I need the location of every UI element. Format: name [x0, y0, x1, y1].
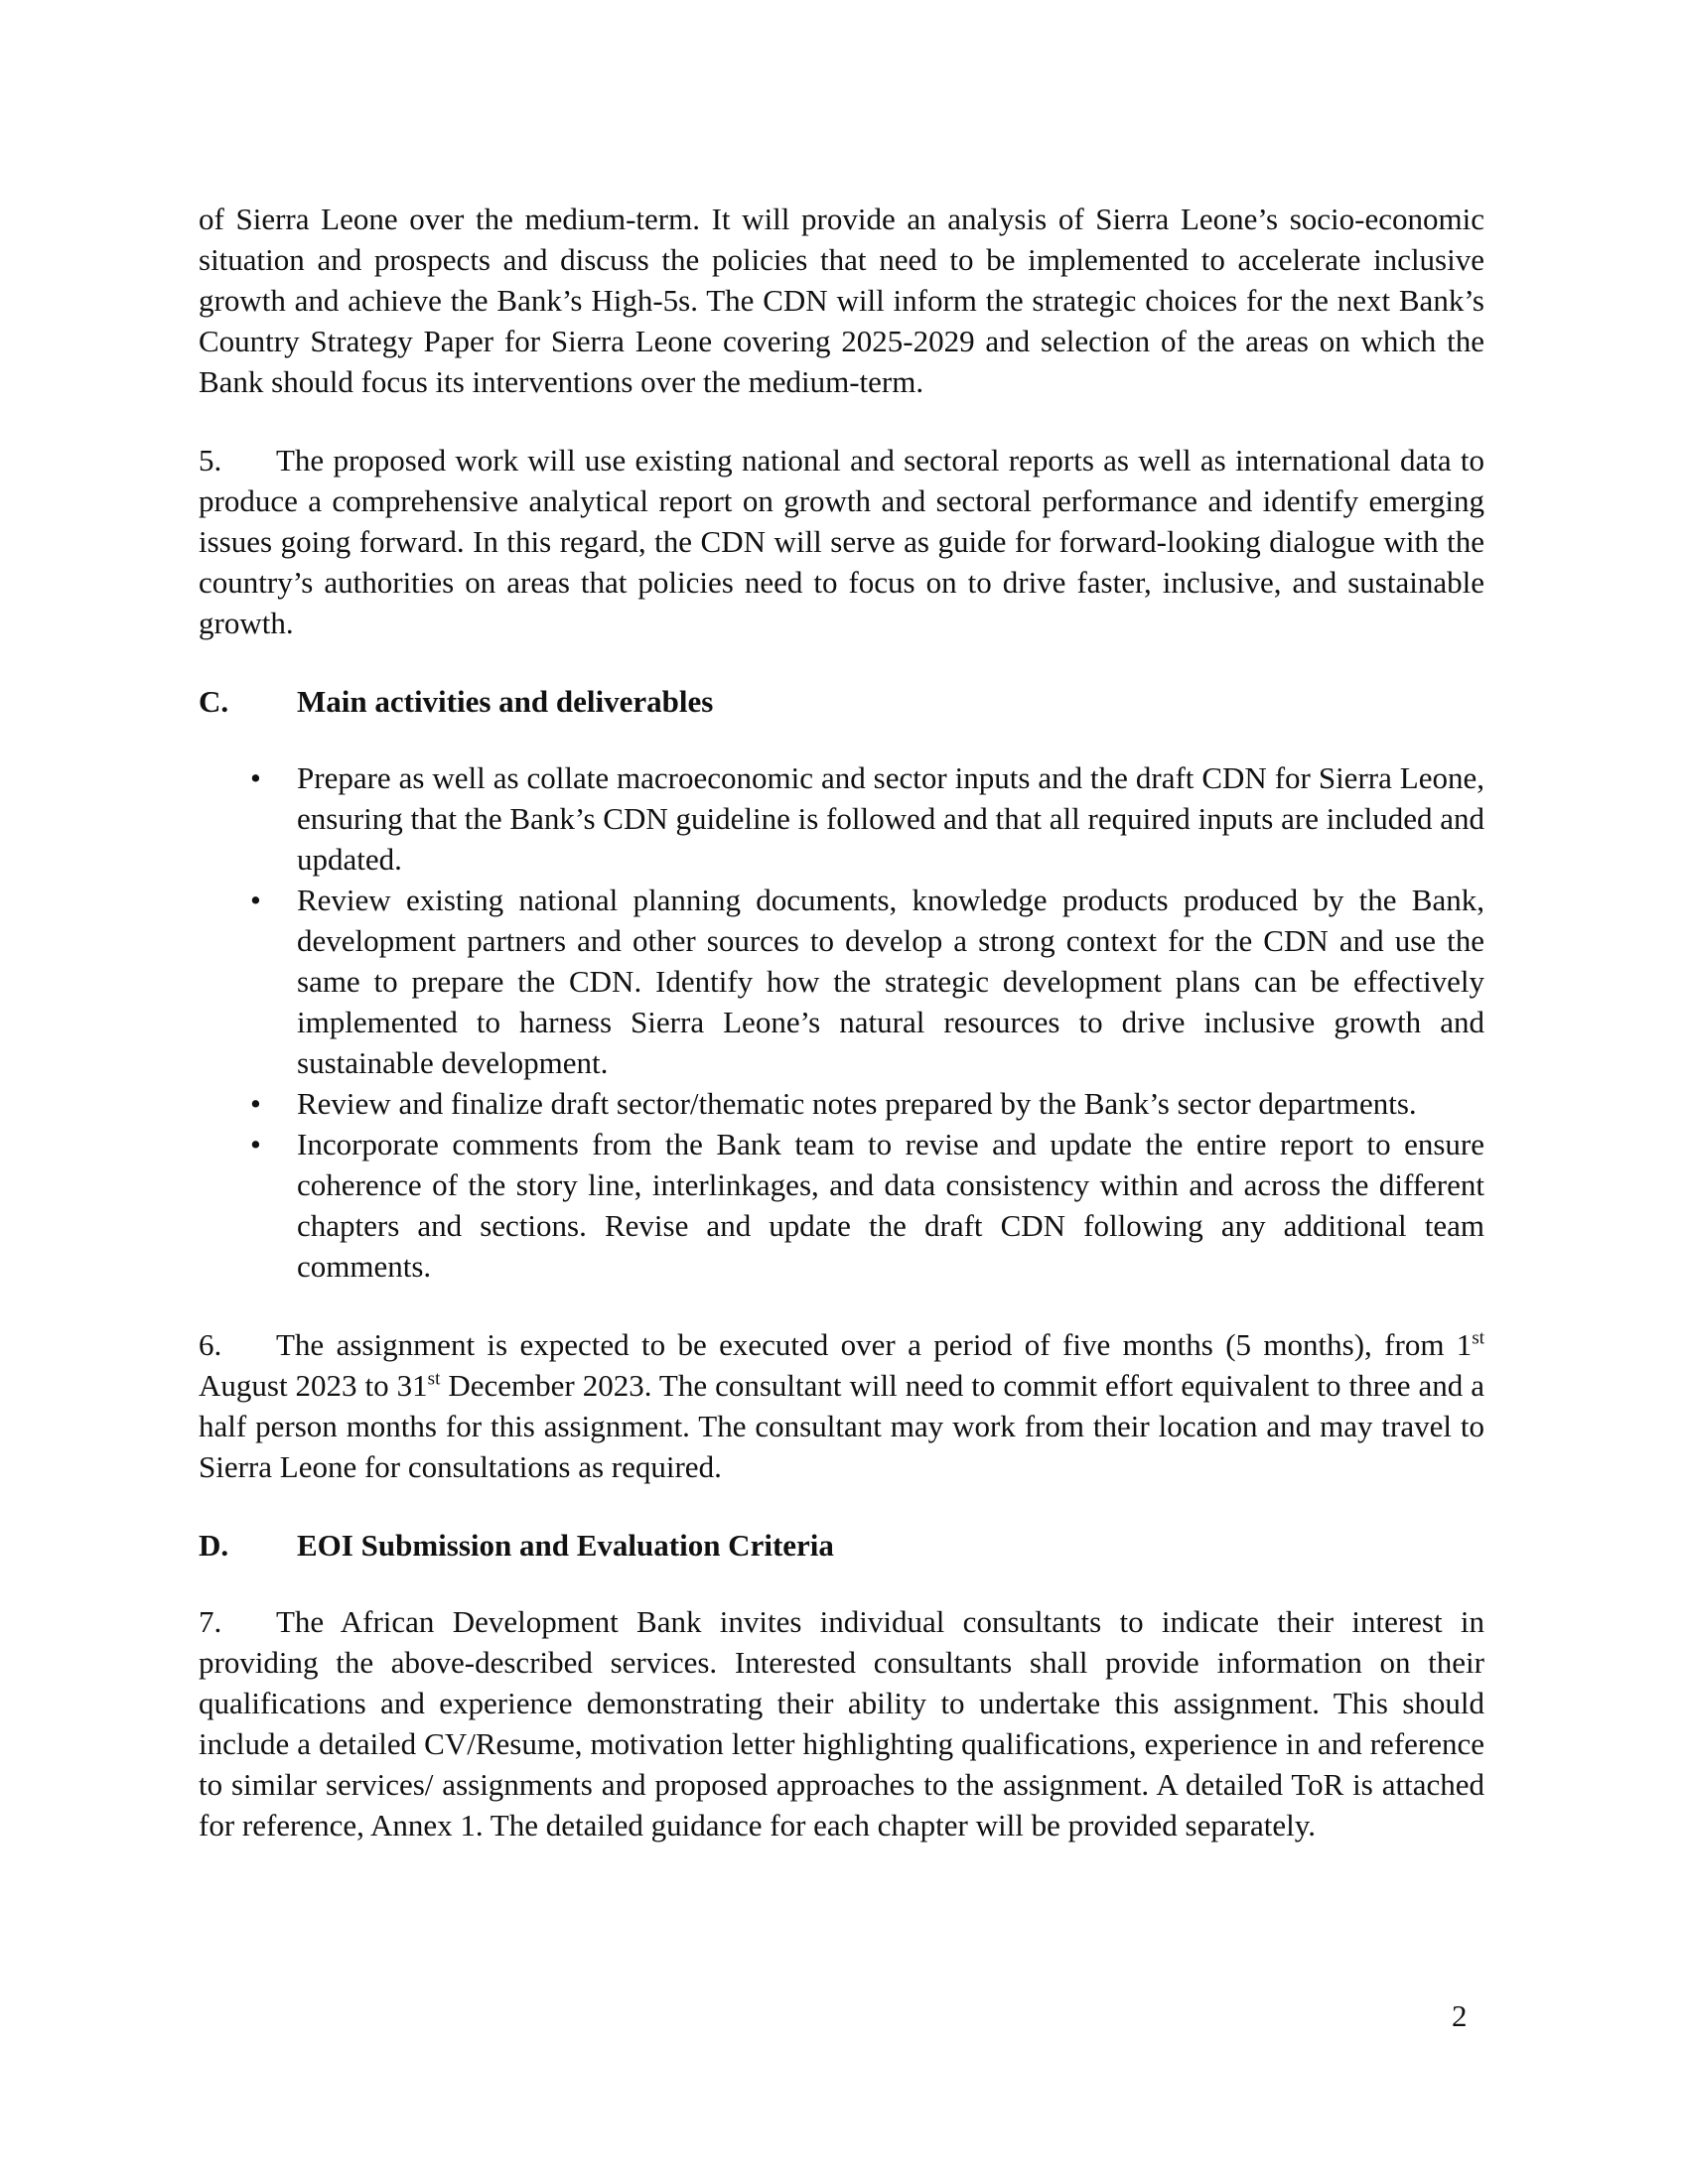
ordinal-superscript: st — [1472, 1327, 1484, 1349]
section-c-heading — [199, 681, 1484, 722]
list-item-text: Incorporate comments from the Bank team to revise and update the entire report to ensure coherence of the story line, interlinkages, and data consistency within and across the different chapters and sections. Revise and update the draft CDN following any additional team comments. — [297, 1127, 1484, 1284]
paragraph-text-part: August 2023 to 31 — [199, 1368, 428, 1403]
section-title: EOI Submission and Evaluation Criteria — [297, 1528, 834, 1563]
paragraph-text: The African Development Bank invites individual consultants to indicate their interest in providing the above-described services. Interested consultants shall provide information on their qualifications and experience demonstrating their ability to undertake this assignment. This should include a detailed CV/Resume, motivation letter highlighting qualifications, experience in and reference to similar services/ assignments and proposed approaches to the assignment. A detailed ToR is attached for reference, Annex 1. The detailed guidance for each chapter will be provided separately. — [199, 1604, 1484, 1843]
list-item-text: Review existing national planning documents, knowledge products produced by the Bank, development partners and other sources to develop a strong context for the CDN and use the same to prepare the CDN. Identify how the strategic development plans can be effectively implemented to harness Sierra Leone’s natural resources to drive inclusive growth and sustainable development. — [297, 883, 1484, 1080]
paragraph-5 — [199, 440, 1484, 643]
section-letter: D. — [199, 1528, 229, 1563]
deliverables-list — [199, 757, 1484, 1287]
section-d-heading — [199, 1525, 1484, 1566]
paragraph-number: 6. — [199, 1327, 222, 1362]
list-item — [199, 880, 1484, 1083]
list-item — [199, 757, 1484, 880]
paragraph-text: The proposed work will use existing national and sectoral reports as well as international data to produce a comprehensive analytical report on growth and sectoral performance and identify emerging issues going forward. In this regard, the CDN will serve as guide for forward-looking dialogue with the country’s authorities on areas that policies need to focus on to drive faster, inclusive, and sustainable growth. — [199, 443, 1484, 640]
paragraph-number: 7. — [199, 1604, 222, 1639]
paragraph-text-part: December 2023. The consultant will need to commit effort equivalent to three and a half person months for this assignment. The consultant may work from their location and may travel to Sierra Leone for consultations as required. — [199, 1368, 1484, 1484]
paragraph-6 — [199, 1324, 1484, 1487]
intro-paragraph: of Sierra Leone over the medium-term. It will provide an analysis of Sierra Leone’s socio-economic situation and prospects and discuss the policies that need to be implemented to accelerate inclusive growth and achieve the Bank’s High-5s. The CDN will inform the strategic choices for the next Bank’s Country Strategy Paper for Sierra Leone covering 2025-2029 and selection of the areas on which the Bank should focus its interventions over the medium-term. — [199, 202, 1484, 399]
bullet-icon: • — [250, 1086, 261, 1121]
section-letter: C. — [199, 684, 229, 719]
page-number: 2 — [1452, 1998, 1468, 2033]
section-title: Main activities and deliverables — [297, 684, 714, 719]
paragraph-7 — [199, 1601, 1484, 1845]
paragraph-number: 5. — [199, 443, 222, 478]
bullet-icon: • — [250, 760, 261, 795]
paragraph-text-part: The assignment is expected to be executed over a period of five months (5 months), from 1 — [276, 1327, 1473, 1362]
list-item-text: Review and finalize draft sector/thematic notes prepared by the Bank’s sector departments. — [297, 1086, 1417, 1121]
bullet-icon: • — [250, 883, 261, 917]
list-item-text: Prepare as well as collate macroeconomic and sector inputs and the draft CDN for Sierra Leone, ensuring that the Bank’s CDN guideline is followed and that all required inputs are included and updated. — [297, 760, 1484, 877]
ordinal-superscript: st — [427, 1368, 441, 1390]
bullet-icon: • — [250, 1127, 261, 1161]
document-page — [199, 199, 1484, 1845]
list-item — [199, 1083, 1484, 1124]
list-item — [199, 1124, 1484, 1287]
